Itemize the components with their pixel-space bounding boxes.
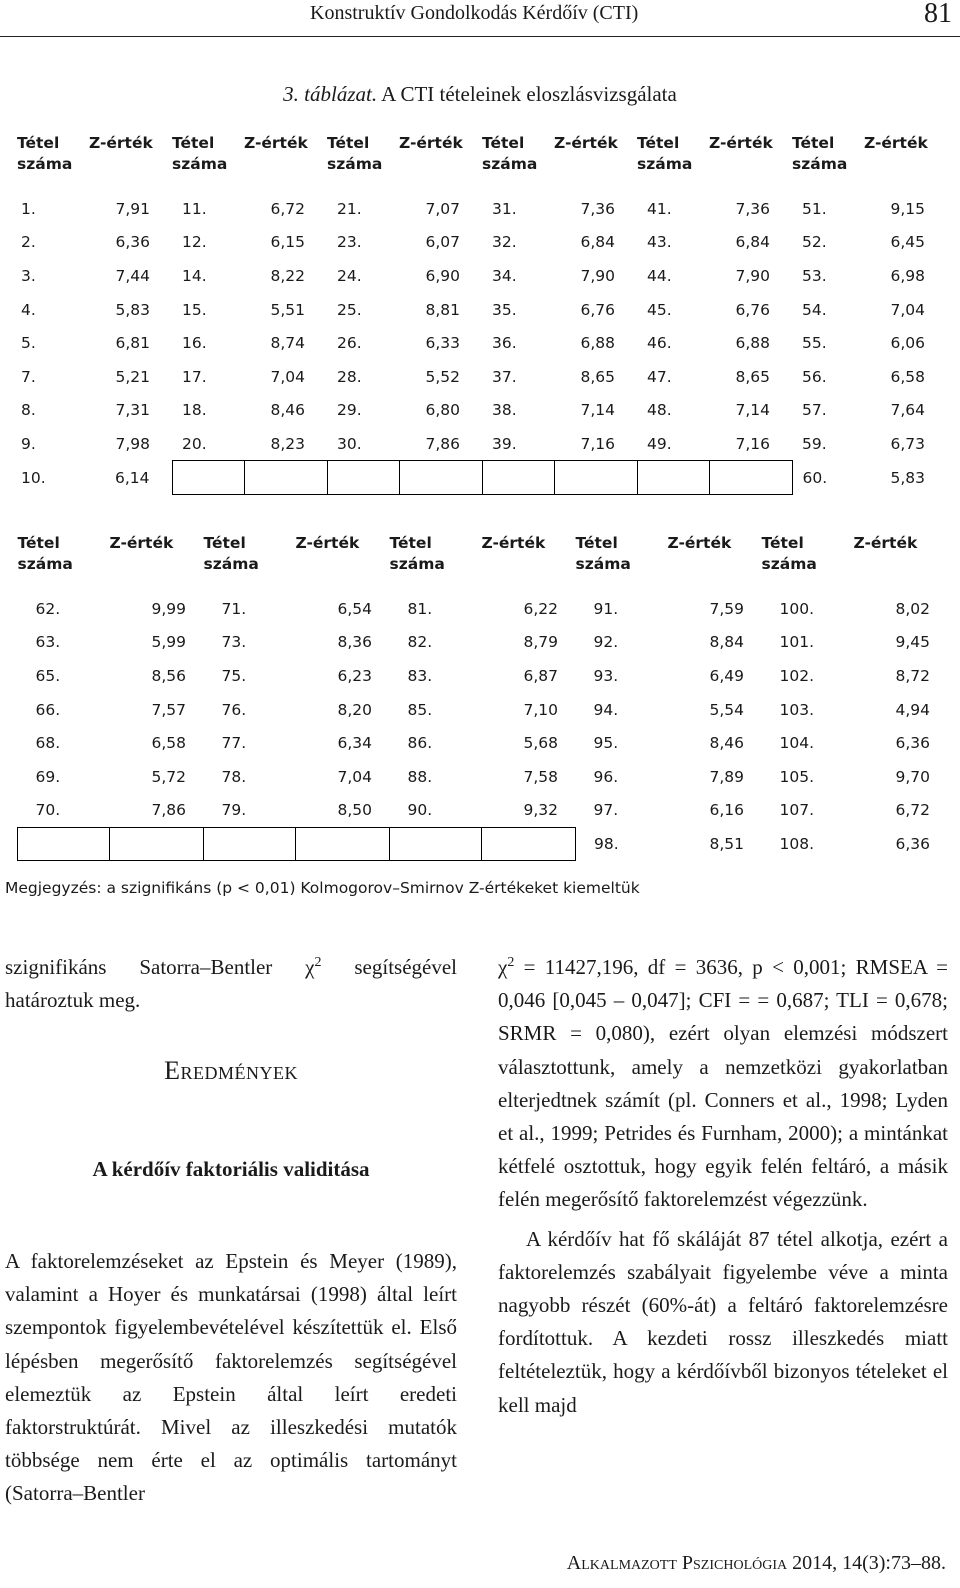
table-row — [17, 259, 947, 293]
item-number-cell: 81. — [407, 599, 433, 618]
item-number-cell: 3. — [21, 266, 36, 285]
z-score-table-1 — [17, 128, 947, 495]
item-number-cell: 76. — [221, 700, 247, 719]
z-score-cell: 6,90 — [425, 266, 460, 285]
chi-symbol: χ — [498, 955, 508, 979]
z-score-cell: 7,31 — [115, 401, 150, 420]
item-number-cell: 97. — [593, 801, 619, 820]
item-number-cell: 39. — [492, 434, 517, 453]
item-number-cell: 29. — [337, 401, 362, 420]
right-paragraph-2: A kérdőív hat fő skáláját 87 tétel alkotja, ezért a faktorelemzés szabályait figyelembe véve a minta nagyobb részét (60%-át) a feltáró faktorelemzésre fordítottuk. A kezdeti rossz illeszkedés miatt feltételeztük, hogy a kérdőívből bizonyos tételeket el kell majd — [498, 1226, 948, 1417]
z-score-cell: 5,99 — [151, 633, 187, 652]
item-number-cell: 65. — [35, 666, 61, 685]
z-score-cell: 8,20 — [337, 700, 373, 719]
table-row — [18, 693, 948, 727]
item-number-cell: 34. — [492, 266, 517, 285]
table-note: Megjegyzés: a szignifikáns (p < 0,01) Kolmogorov–Smirnov Z-értékeket kiemeltük — [5, 879, 640, 897]
table-caption-text: A CTI tételeinek eloszlásvizsgálata — [377, 82, 677, 106]
z-score-cell: 8,65 — [580, 367, 615, 386]
item-number-cell: 105. — [779, 767, 815, 786]
item-number-cell: 20. — [182, 434, 207, 453]
header-item-number: Tétel száma — [761, 534, 817, 573]
z-score-cell: 8,36 — [337, 633, 373, 652]
z-score-cell: 7,57 — [151, 700, 187, 719]
item-number-cell: 68. — [35, 734, 61, 753]
table-row — [17, 394, 947, 428]
item-number-cell: 4. — [21, 300, 36, 319]
item-number-cell: 82. — [407, 633, 433, 652]
empty-cell — [709, 461, 792, 495]
empty-cell — [18, 827, 110, 861]
item-number-cell: 102. — [779, 666, 815, 685]
z-score-cell: 8,23 — [270, 434, 305, 453]
z-score-cell: 7,90 — [580, 266, 615, 285]
item-number-cell: 70. — [35, 801, 61, 820]
z-score-cell: 6,80 — [425, 401, 460, 420]
right-column — [498, 946, 948, 1422]
z-score-cell: 6,72 — [895, 801, 931, 820]
item-number-cell: 23. — [337, 233, 362, 252]
z-score-cell: 8,46 — [270, 401, 305, 420]
z-score-cell: 7,04 — [890, 300, 925, 319]
item-number-cell: 98. — [594, 834, 619, 853]
header-z-score: Z-érték — [864, 134, 928, 152]
z-score-cell: 8,81 — [425, 300, 460, 319]
item-number-cell: 30. — [337, 434, 362, 453]
table-row — [18, 827, 948, 861]
z-score-cell: 7,91 — [115, 199, 150, 218]
header-item-number: Tétel száma — [575, 534, 631, 573]
z-score-cell: 7,04 — [337, 767, 373, 786]
item-number-cell: 16. — [182, 334, 207, 353]
z-score-cell: 7,90 — [735, 266, 770, 285]
z-score-cell: 6,36 — [115, 233, 150, 252]
right-paragraph-1 — [498, 946, 948, 1217]
z-score-cell: 9,15 — [890, 199, 925, 218]
right-paragraph-1-text: = 11427,196, df = 3636, p < 0,001; RMSEA = 0,046 [0,045 – 0,047]; CFI = = 0,687; TLI = 0,678; SRMR = 0,080), ezért olyan elemzési módszert választottunk, amely a nemzetközi gyakorlatban elterjedtnek számít (pl. Conners et al., 1998; Lyden et al., 1999; Petrides és Furnham, 2000); a mintánkat kétfelé osztottuk, hogy egyik felén feltáró, a másik felén megerősítő faktorelemzést végezzünk. — [498, 955, 948, 1212]
z-score-cell: 6,07 — [425, 233, 460, 252]
item-number-cell: 1. — [21, 199, 36, 218]
item-number-cell: 43. — [647, 233, 672, 252]
item-number-cell: 92. — [593, 633, 619, 652]
empty-cell — [327, 461, 399, 495]
item-number-cell: 73. — [221, 633, 247, 652]
z-score-cell: 7,16 — [580, 434, 615, 453]
z-score-cell: 6,15 — [270, 233, 305, 252]
header-item-number: Tétel száma — [203, 534, 259, 573]
header-z-score: Z-érték — [667, 534, 732, 552]
item-number-cell: 26. — [337, 334, 362, 353]
z-score-cell: 7,14 — [580, 401, 615, 420]
z-score-cell: 6,36 — [895, 834, 931, 853]
header-z-score: Z-érték — [109, 534, 174, 552]
left-column-paragraph — [5, 1224, 457, 1532]
z-score-cell: 6,72 — [270, 199, 305, 218]
z-score-cell: 7,98 — [115, 434, 150, 453]
table-row — [18, 592, 948, 626]
empty-cell — [296, 827, 390, 861]
z-score-cell: 6,81 — [115, 334, 150, 353]
table-row — [17, 192, 947, 226]
z-score-cell: 5,21 — [115, 367, 150, 386]
z-score-cell: 7,64 — [890, 401, 925, 420]
z-score-cell: 5,83 — [890, 468, 925, 487]
header-z-score: Z-érték — [244, 134, 308, 152]
item-number-cell: 93. — [593, 666, 619, 685]
z-score-cell: 5,83 — [115, 300, 150, 319]
item-number-cell: 52. — [802, 233, 827, 252]
item-number-cell: 32. — [492, 233, 517, 252]
z-score-cell: 6,84 — [580, 233, 615, 252]
z-score-cell: 4,94 — [895, 700, 931, 719]
chi-superscript: 2 — [507, 955, 515, 970]
empty-cell — [110, 827, 204, 861]
item-number-cell: 56. — [802, 367, 827, 386]
table-row — [18, 726, 948, 760]
z-score-cell: 7,44 — [115, 266, 150, 285]
z-score-cell: 6,58 — [151, 734, 187, 753]
item-number-cell: 62. — [35, 599, 61, 618]
z-score-cell: 6,06 — [890, 334, 925, 353]
z-score-cell: 6,14 — [114, 468, 150, 487]
item-number-cell: 59. — [802, 434, 827, 453]
item-number-cell: 104. — [779, 734, 815, 753]
item-number-cell: 35. — [492, 300, 517, 319]
z-score-cell: 6,54 — [337, 599, 373, 618]
header-item-number: Tétel száma — [389, 534, 445, 573]
z-score-cell: 6,34 — [337, 734, 373, 753]
z-score-cell: 9,32 — [523, 801, 559, 820]
subsection-title: A kérdőív faktoriális validitása — [92, 1157, 370, 1181]
item-number-cell: 51. — [802, 199, 827, 218]
empty-cell — [482, 827, 576, 861]
item-number-cell: 66. — [35, 700, 61, 719]
table-row — [17, 461, 947, 495]
item-number-cell: 90. — [407, 801, 433, 820]
item-number-cell: 21. — [337, 199, 362, 218]
table-row — [17, 326, 947, 360]
table-row — [18, 760, 948, 794]
item-number-cell: 46. — [647, 334, 672, 353]
z-score-table-2 — [17, 528, 948, 861]
item-number-cell: 25. — [337, 300, 362, 319]
z-score-cell: 9,45 — [895, 633, 931, 652]
z-score-cell: 8,51 — [709, 834, 745, 853]
table-1-header — [17, 128, 947, 192]
header-z-score: Z-érték — [481, 534, 546, 552]
intro-superscript: 2 — [314, 955, 322, 970]
header-item-number: Tétel száma — [792, 134, 848, 173]
item-number-cell: 83. — [407, 666, 433, 685]
z-score-cell: 5,54 — [709, 700, 745, 719]
z-score-cell: 6,49 — [709, 666, 745, 685]
header-z-score: Z-érték — [554, 134, 618, 152]
z-score-cell: 8,84 — [709, 633, 745, 652]
running-title: Konstruktív Gondolkodás Kérdőív (CTI) — [310, 2, 639, 24]
item-number-cell: 10. — [21, 468, 46, 487]
z-score-cell: 7,14 — [735, 401, 770, 420]
header-item-number: Tétel száma — [637, 134, 693, 173]
table-row — [17, 427, 947, 461]
item-number-cell: 15. — [182, 300, 207, 319]
z-score-cell: 8,02 — [895, 599, 931, 618]
header-z-score: Z-érték — [295, 534, 360, 552]
table-row — [18, 659, 948, 693]
z-score-cell: 9,99 — [151, 599, 187, 618]
running-header — [0, 0, 960, 37]
table-row — [18, 794, 948, 828]
item-number-cell: 88. — [407, 767, 433, 786]
empty-cell — [204, 827, 296, 861]
table-row — [17, 360, 947, 394]
item-number-cell: 55. — [802, 334, 827, 353]
item-number-cell: 63. — [35, 633, 61, 652]
header-z-score: Z-érték — [399, 134, 463, 152]
item-number-cell: 28. — [337, 367, 362, 386]
z-score-cell: 6,88 — [580, 334, 615, 353]
item-number-cell: 48. — [647, 401, 672, 420]
empty-cell — [244, 461, 327, 495]
item-number-cell: 69. — [35, 767, 61, 786]
z-score-cell: 6,87 — [523, 666, 559, 685]
header-item-number: Tétel száma — [327, 134, 383, 173]
item-number-cell: 8. — [21, 401, 36, 420]
z-score-cell: 7,86 — [425, 434, 460, 453]
table-row — [17, 293, 947, 327]
z-score-cell: 6,84 — [735, 233, 770, 252]
journal-footer: Alkalmazott Pszichológia 2014, 14(3):73–88. — [566, 1552, 946, 1574]
z-score-cell: 6,23 — [337, 666, 373, 685]
item-number-cell: 24. — [337, 266, 362, 285]
item-number-cell: 54. — [802, 300, 827, 319]
item-number-cell: 17. — [182, 367, 207, 386]
item-number-cell: 14. — [182, 266, 207, 285]
header-item-number: Tétel száma — [482, 134, 538, 173]
empty-cell — [172, 461, 244, 495]
left-column-intro — [5, 946, 457, 1017]
item-number-cell: 41. — [647, 199, 672, 218]
item-number-cell: 12. — [182, 233, 207, 252]
z-score-cell: 6,76 — [580, 300, 615, 319]
item-number-cell: 95. — [593, 734, 619, 753]
item-number-cell: 11. — [182, 199, 207, 218]
left-paragraph-text: A faktorelemzéseket az Epstein és Meyer (1989), valamint a Hoyer és munkatársai (1998) által leírt szempontok figyelembevételével készítettük el. Első lépésben megerősítő faktorelemzés segítségével elemeztük az Epstein által leírt eredeti faktorstruktúrát. Mivel az illeszkedési mutatók többsége nem érte el az optimális tartományt (Satorra–Bentler — [5, 1249, 457, 1506]
empty-cell — [554, 461, 637, 495]
z-score-cell: 8,72 — [895, 666, 931, 685]
item-number-cell: 47. — [647, 367, 672, 386]
z-score-cell: 7,10 — [523, 700, 559, 719]
z-score-cell: 8,46 — [709, 734, 745, 753]
z-score-cell: 8,74 — [270, 334, 305, 353]
item-number-cell: 94. — [593, 700, 619, 719]
item-number-cell: 103. — [779, 700, 815, 719]
item-number-cell: 78. — [221, 767, 247, 786]
item-number-cell: 85. — [407, 700, 433, 719]
table-row — [18, 626, 948, 660]
z-score-cell: 7,36 — [735, 199, 770, 218]
z-score-cell: 5,51 — [270, 300, 305, 319]
empty-cell — [482, 461, 554, 495]
item-number-cell: 37. — [492, 367, 517, 386]
z-score-cell: 6,22 — [523, 599, 559, 618]
item-number-cell: 108. — [779, 834, 815, 853]
empty-cell — [390, 827, 482, 861]
empty-cell — [399, 461, 482, 495]
intro-text-a: szignifikáns Satorra–Bentler χ — [5, 955, 315, 979]
header-z-score: Z-érték — [709, 134, 773, 152]
z-score-cell: 6,45 — [890, 233, 925, 252]
z-score-cell: 8,50 — [337, 801, 373, 820]
item-number-cell: 77. — [221, 734, 247, 753]
z-score-cell: 7,58 — [523, 767, 559, 786]
z-score-cell: 7,86 — [151, 801, 187, 820]
item-number-cell: 60. — [802, 468, 828, 487]
table-row — [17, 226, 947, 260]
z-score-cell: 6,16 — [709, 801, 745, 820]
header-z-score: Z-érték — [89, 134, 153, 152]
item-number-cell: 57. — [802, 401, 827, 420]
item-number-cell: 2. — [21, 233, 36, 252]
z-score-cell: 6,73 — [890, 434, 925, 453]
z-score-cell: 7,04 — [270, 367, 305, 386]
item-number-cell: 100. — [779, 599, 815, 618]
z-score-cell: 5,68 — [523, 734, 559, 753]
item-number-cell: 96. — [593, 767, 619, 786]
item-number-cell: 31. — [492, 199, 517, 218]
item-number-cell: 101. — [779, 633, 815, 652]
z-score-cell: 9,70 — [895, 767, 931, 786]
z-score-cell: 6,88 — [735, 334, 770, 353]
section-title: Eredmények — [164, 1056, 298, 1085]
z-score-cell: 7,59 — [709, 599, 745, 618]
z-score-cell: 7,07 — [425, 199, 460, 218]
header-item-number: Tétel száma — [17, 534, 73, 573]
z-score-cell: 5,52 — [425, 367, 460, 386]
z-score-cell: 8,79 — [523, 633, 559, 652]
item-number-cell: 45. — [647, 300, 672, 319]
item-number-cell: 71. — [221, 599, 247, 618]
table-2-header — [18, 528, 948, 592]
z-score-cell: 8,22 — [270, 266, 305, 285]
z-score-cell: 7,16 — [735, 434, 770, 453]
item-number-cell: 9. — [21, 434, 36, 453]
z-score-cell: 7,89 — [709, 767, 745, 786]
z-score-cell: 6,98 — [890, 266, 925, 285]
item-number-cell: 38. — [492, 401, 517, 420]
z-score-cell: 6,36 — [895, 734, 931, 753]
header-item-number: Tétel száma — [172, 134, 228, 173]
table-caption-label: 3. táblázat. — [283, 82, 378, 106]
z-score-cell: 6,33 — [425, 334, 460, 353]
z-score-cell: 6,58 — [890, 367, 925, 386]
item-number-cell: 86. — [407, 734, 433, 753]
z-score-cell: 5,72 — [151, 767, 187, 786]
header-z-score: Z-érték — [853, 534, 918, 552]
item-number-cell: 18. — [182, 401, 207, 420]
z-score-cell: 6,76 — [735, 300, 770, 319]
table-caption — [0, 82, 960, 107]
item-number-cell: 91. — [593, 599, 619, 618]
item-number-cell: 79. — [221, 801, 247, 820]
item-number-cell: 5. — [21, 334, 36, 353]
item-number-cell: 75. — [221, 666, 247, 685]
item-number-cell: 107. — [779, 801, 815, 820]
header-item-number: Tétel száma — [17, 134, 73, 173]
empty-cell — [637, 461, 709, 495]
item-number-cell: 53. — [802, 266, 827, 285]
item-number-cell: 7. — [21, 367, 36, 386]
z-score-cell: 8,65 — [735, 367, 770, 386]
item-number-cell: 49. — [647, 434, 672, 453]
z-score-cell: 7,36 — [580, 199, 615, 218]
item-number-cell: 36. — [492, 334, 517, 353]
z-score-cell: 8,56 — [151, 666, 187, 685]
page-number: 81 — [924, 0, 952, 29]
item-number-cell: 44. — [647, 266, 672, 285]
intro-text-b: segítségével határoztuk meg. — [5, 955, 457, 1013]
